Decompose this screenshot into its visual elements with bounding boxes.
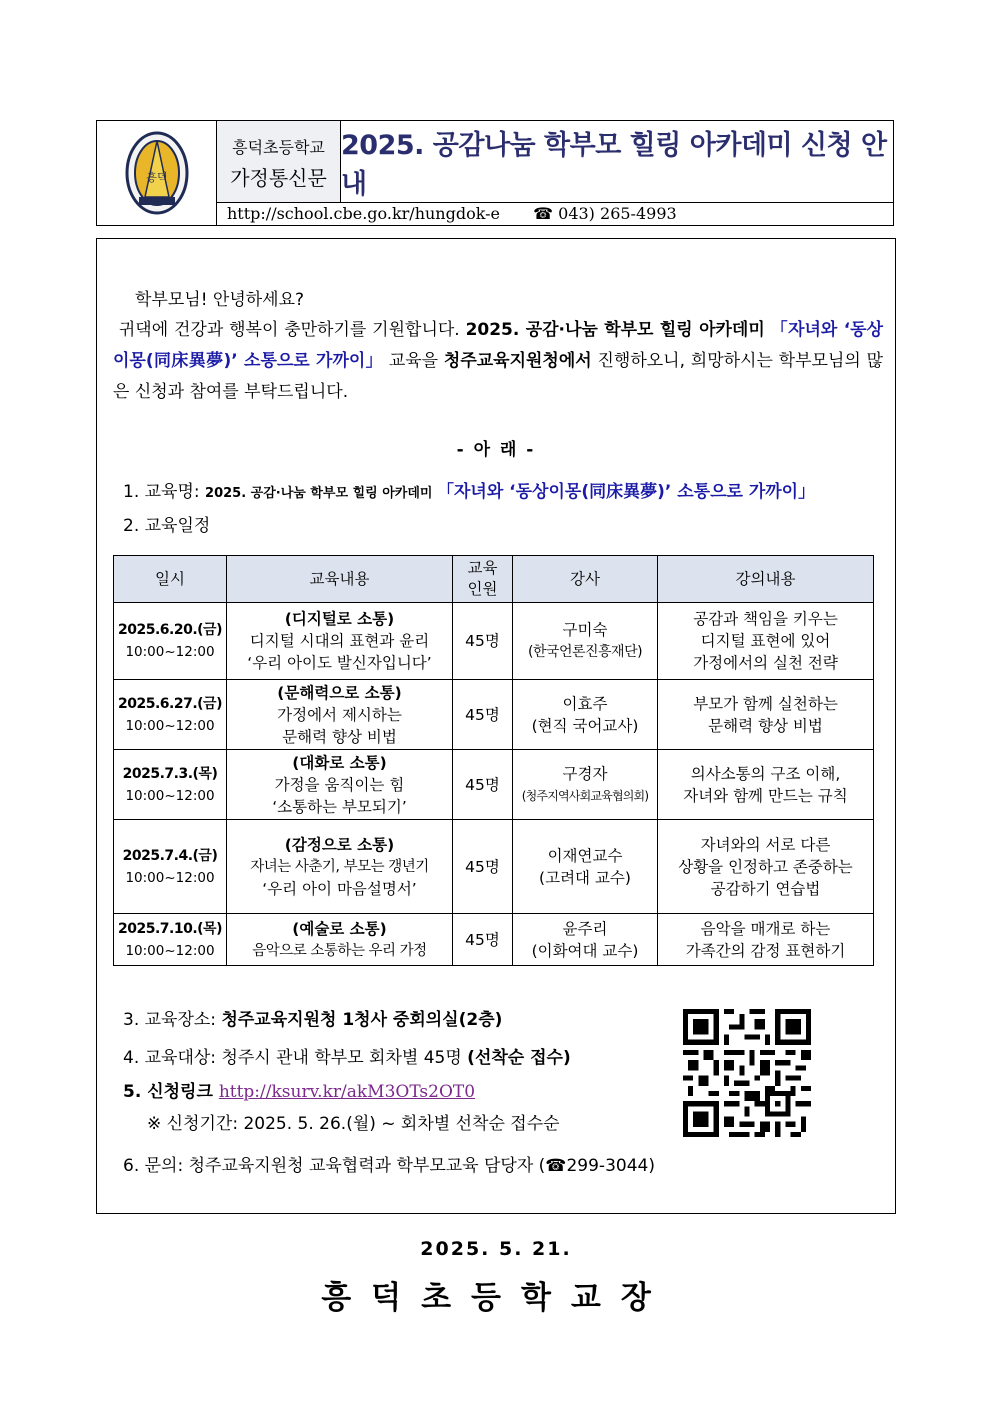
session-time: 10:00~12:00 <box>125 644 215 660</box>
intro-organizer: 청주교육지원청에서 <box>443 351 592 371</box>
lecture-detail-2: 가족간의 감정 표현하기 <box>685 941 846 960</box>
session-date: 2025.6.27.(금) <box>118 695 222 712</box>
table-row <box>114 820 874 914</box>
intro-text-3: 진행하오니, 희망하시는 학부모님의 많은 신청과 참여를 부탁드립니다. <box>113 351 883 402</box>
greeting: 학부모님! 안녕하세요? <box>135 290 305 310</box>
item-3-label: 3. 교육장소: <box>123 1010 222 1030</box>
lecturer-name: 윤주리 <box>562 919 608 938</box>
header-lecture-detail: 강의내용 <box>658 556 874 603</box>
phone-icon: ☎ <box>545 1156 567 1176</box>
item-1-title: 「자녀와 ‘동상이몽(同床異夢)’ 소통으로 가까이」 <box>436 482 816 502</box>
item-4-label: 4. 교육대상: 청주시 관내 학부모 회차별 45명 <box>123 1048 468 1068</box>
item-4-first-come: (선착순 접수) <box>467 1048 571 1068</box>
session-capacity: 45명 <box>453 603 513 680</box>
lecture-detail-3: 가정에서의 실천 전략 <box>693 654 838 672</box>
table-row <box>114 914 874 966</box>
item-apply-link <box>123 1077 475 1102</box>
header-capacity: 교육 인원 <box>453 556 513 603</box>
session-line-1: 가정에서 제시하는 <box>277 705 402 724</box>
lecture-detail-2: 문해력 향상 비법 <box>708 716 823 735</box>
school-info-cell <box>217 121 341 203</box>
session-line-2: ‘우리 아이 마음설명서’ <box>262 879 417 898</box>
session-date: 2025.7.4.(금) <box>122 847 218 864</box>
letter-header <box>96 120 894 226</box>
intro-paragraph <box>113 315 883 408</box>
intro-academy: 2025. 공감·나눔 학부모 힐링 아카데미 <box>465 320 765 340</box>
phone-icon: ☎ <box>533 204 554 223</box>
svg-text:흥덕: 흥덕 <box>145 171 168 184</box>
apply-period-note: ※ 신청기간: 2025. 5. 26.(월) ~ 회차별 선착순 접수순 <box>147 1114 560 1134</box>
item-location <box>123 1005 502 1030</box>
table-row <box>114 680 874 750</box>
session-time: 10:00~12:00 <box>125 869 215 886</box>
lecturer-affiliation: (청주지역사회교육협의회) <box>521 788 649 803</box>
principal-signature: 흥덕초등학교장 <box>321 1280 671 1316</box>
intro-program-title: 「자녀와 ‘동상이몽(同床異夢)’ 소통으로 가까이」 <box>113 320 884 371</box>
session-line-1: 가정을 움직이는 힘 <box>274 775 405 794</box>
contact-line <box>217 203 893 225</box>
item-schedule-label: 2. 교육일정 <box>123 516 211 536</box>
item-6-label: 6. 문의: 청주교육지원청 교육협력과 학부모교육 담당자 ( <box>123 1156 546 1176</box>
session-date: 2025.6.20.(금) <box>118 622 222 638</box>
qr-code-icon[interactable] <box>683 1009 811 1137</box>
lecture-detail-1: 부모가 함께 실천하는 <box>693 694 838 713</box>
contact-phone: 299-3044) <box>566 1156 655 1176</box>
lecturer-affiliation: (현직 국어교사) <box>531 716 639 735</box>
lecturer-name: 구경자 <box>562 764 608 783</box>
session-date: 2025.7.10.(목) <box>118 920 222 937</box>
issue-date: 2025. 5. 21. <box>420 1238 572 1260</box>
apply-link[interactable]: http://ksurv.kr/akM3OTs2OT0 <box>218 1082 476 1102</box>
session-line-1: 디지털 시대의 표현과 윤리 <box>249 632 430 650</box>
table-row <box>114 750 874 820</box>
table-row <box>114 603 874 680</box>
document-title: 2025. 공감나눔 학부모 힐링 아카데미 신청 안내 <box>341 121 893 203</box>
intro-text-2: 교육을 <box>383 351 444 371</box>
lecture-detail-3: 공감하기 연습법 <box>710 879 821 898</box>
session-topic: (대화로 소통) <box>292 753 387 772</box>
header-content: 교육내용 <box>227 556 453 603</box>
schedule-table <box>113 555 874 966</box>
paper-type: 가정통신문 <box>230 166 327 190</box>
item-3-value: 청주교육지원청 1청사 중회의실(2층) <box>221 1010 503 1030</box>
lecturer-name: 이재연교수 <box>547 846 623 865</box>
session-topic: (예술로 소통) <box>292 919 387 938</box>
session-date: 2025.7.3.(목) <box>122 765 218 782</box>
session-capacity: 45명 <box>453 820 513 914</box>
item-5-label: 5. 신청링크 <box>123 1082 219 1102</box>
session-line-1: 자녀는 사춘기, 부모는 갱년기 <box>250 858 429 875</box>
lecture-detail-2: 디지털 표현에 있어 <box>700 632 831 650</box>
lecture-detail-1: 공감과 책임을 키우는 <box>693 610 838 628</box>
lecture-detail-1: 자녀와의 서로 다른 <box>700 835 831 854</box>
session-time: 10:00~12:00 <box>125 787 215 804</box>
lecturer-name: 구미숙 <box>562 621 608 639</box>
intro-text-1: 귀댁에 건강과 행복이 충만하기를 기원합니다. <box>118 320 466 340</box>
session-line-1: 음악으로 소통하는 우리 가정 <box>252 942 427 959</box>
session-topic: (감정으로 소통) <box>284 835 395 854</box>
section-divider-label: - 아 래 - <box>456 440 536 460</box>
session-line-2: 문해력 향상 비법 <box>282 727 397 746</box>
table-header-row <box>114 556 874 603</box>
header-lecturer: 강사 <box>513 556 658 603</box>
school-phone: 043) 265-4993 <box>558 204 677 223</box>
item-1-academy: 2025. 공감·나눔 학부모 힐링 아카데미 <box>205 486 437 501</box>
session-time: 10:00~12:00 <box>125 717 215 734</box>
session-time: 10:00~12:00 <box>125 942 215 959</box>
main-content-box <box>96 238 896 1214</box>
session-capacity: 45명 <box>453 750 513 820</box>
lecture-detail-2: 상황을 인정하고 존중하는 <box>678 857 853 876</box>
lecture-detail-1: 의사소통의 구조 이해, <box>690 764 841 783</box>
lecture-detail-1: 음악을 매개로 하는 <box>700 919 831 938</box>
session-topic: (문해력으로 소통) <box>277 683 402 702</box>
session-line-2: ‘소통하는 부모되기’ <box>272 797 407 816</box>
header-date: 일시 <box>114 556 227 603</box>
lecture-detail-2: 자녀와 함께 만드는 규칙 <box>683 786 848 805</box>
lecturer-affiliation: (고려대 교수) <box>539 868 631 887</box>
item-target <box>123 1043 571 1068</box>
session-capacity: 45명 <box>453 914 513 966</box>
item-program-name <box>123 477 815 502</box>
item-1-label: 1. 교육명: <box>123 482 206 502</box>
school-name: 흥덕초등학교 <box>232 138 325 157</box>
lecturer-affiliation: (이화여대 교수) <box>531 941 639 960</box>
lecturer-affiliation: (한국언론진흥재단) <box>527 644 643 660</box>
logo-cell <box>97 121 217 225</box>
item-contact <box>123 1151 655 1176</box>
school-url[interactable]: http://school.cbe.go.kr/hungdok-e <box>227 204 501 223</box>
session-capacity: 45명 <box>453 680 513 750</box>
school-logo <box>125 131 189 215</box>
session-topic: (디지털로 소통) <box>284 610 395 628</box>
lecturer-name: 이효주 <box>562 694 608 713</box>
session-line-2: ‘우리 아이도 발신자입니다’ <box>247 654 432 672</box>
